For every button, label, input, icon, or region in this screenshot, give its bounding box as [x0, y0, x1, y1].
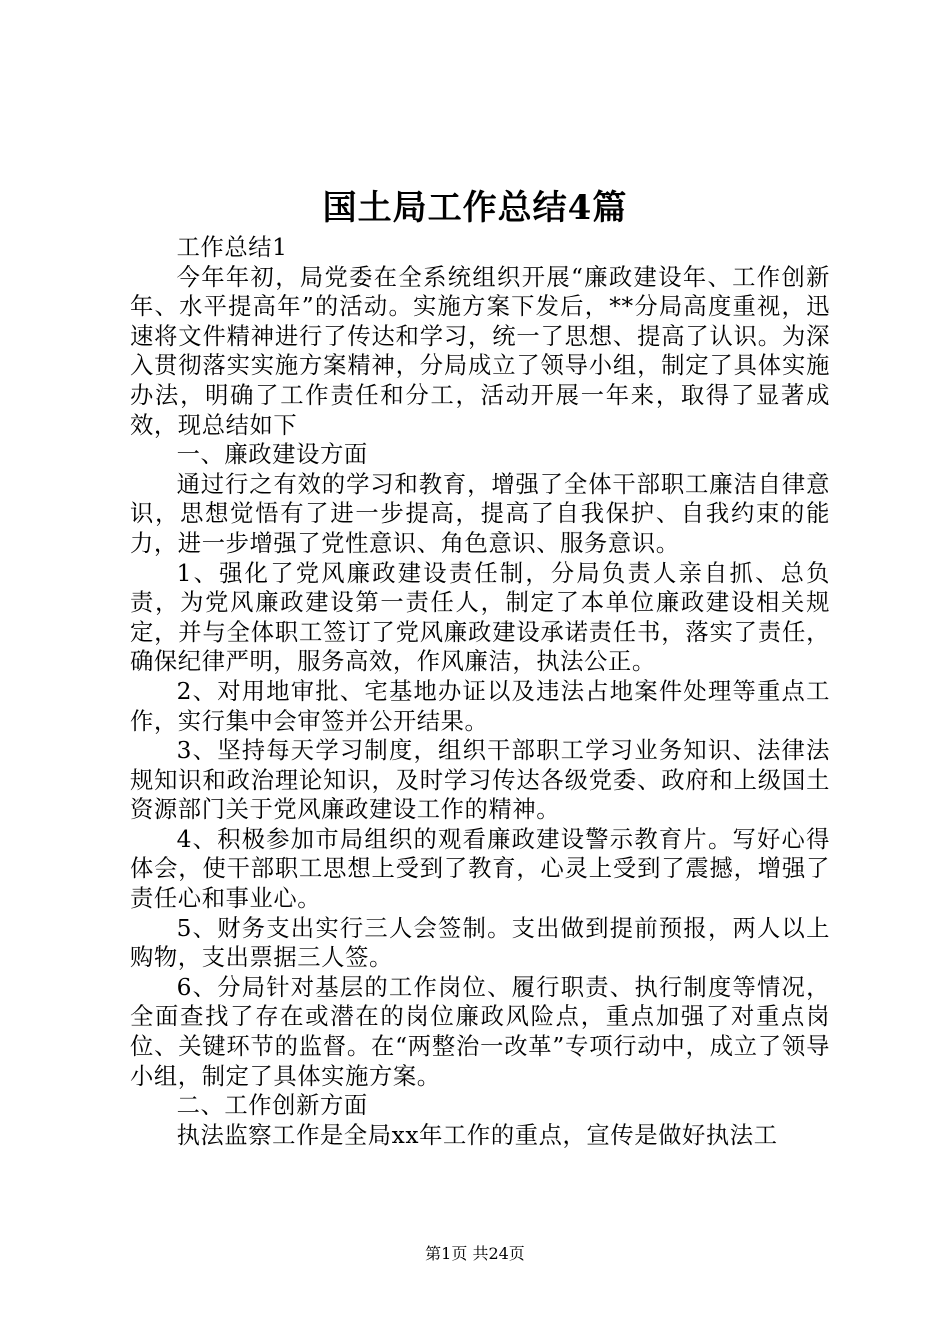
paragraph-heading-summary-1: 工作总结1 [176, 234, 288, 261]
paragraph-item-3: 3、坚持每天学习制度，组织干部职工学习业务知识、法律法规知识和政治理论知识，及时学习传达各级党委、政府和上级国土资源部门关于党风廉政建设工作的精神。 [130, 737, 830, 824]
section-heading-innovation: 二、工作创新方面 [176, 1092, 368, 1120]
paragraph-innovation-start: 执法监察工作是全局xx年工作的重点，宣传是做好执法工 [176, 1121, 778, 1149]
document-body [130, 233, 830, 1150]
paragraph-item-4: 4、积极参加市局组织的观看廉政建设警示教育片。写好心得体会，使干部职工思想上受到了教育，心灵上受到了震撼，增强了责任心和事业心。 [130, 825, 830, 913]
paragraph-intro: 今年年初，局党委在全系统组织开展“廉政建设年、工作创新年、水平提高年”的活动。实施方案下发后，**分局高度重视，迅速将文件精神进行了传达和学习，统一了思想、提高了认识。为深入贯彻落实实施方案精神，分局成立了领导小组，制定了具体实施办法，明确了工作责任和分工，活动开展一年来，取得了显著成效，现总结如下 [130, 263, 830, 439]
paragraph-item-5: 5、财务支出实行三人会签制。支出做到提前预报，两人以上购物，支出票据三人签。 [130, 914, 830, 972]
page-number-footer: 第1页 共24页 [425, 1244, 525, 1263]
document-title: 国土局工作总结4篇 [322, 188, 628, 228]
paragraph-integrity-overview: 通过行之有效的学习和教育，增强了全体干部职工廉洁自律意识，思想觉悟有了进一步提高，提高了自我保护、自我约束的能力，进一步增强了党性意识、角色意识、服务意识。 [130, 470, 830, 557]
section-heading-integrity: 一、廉政建设方面 [176, 441, 368, 469]
paragraph-item-6: 6、分局针对基层的工作岗位、履行职责、执行制度等情况，全面查找了存在或潜在的岗位廉政风险点，重点加强了对重点岗位、关键环节的监督。在“两整治一改革”专项行动中，成立了领导小组，制定了具体实施方案。 [130, 973, 830, 1090]
paragraph-item-1: 1、强化了党风廉政建设责任制，分局负责人亲自抓、总负责，为党风廉政建设第一责任人，制定了本单位廉政建设相关规定，并与全体职工签订了党风廉政建设承诺责任书，落实了责任，确保纪律严明，服务高效，作风廉洁，执法公正。 [130, 559, 830, 676]
paragraph-item-2: 2、对用地审批、宅基地办证以及违法占地案件处理等重点工作，实行集中会审签并公开结果。 [130, 677, 830, 735]
